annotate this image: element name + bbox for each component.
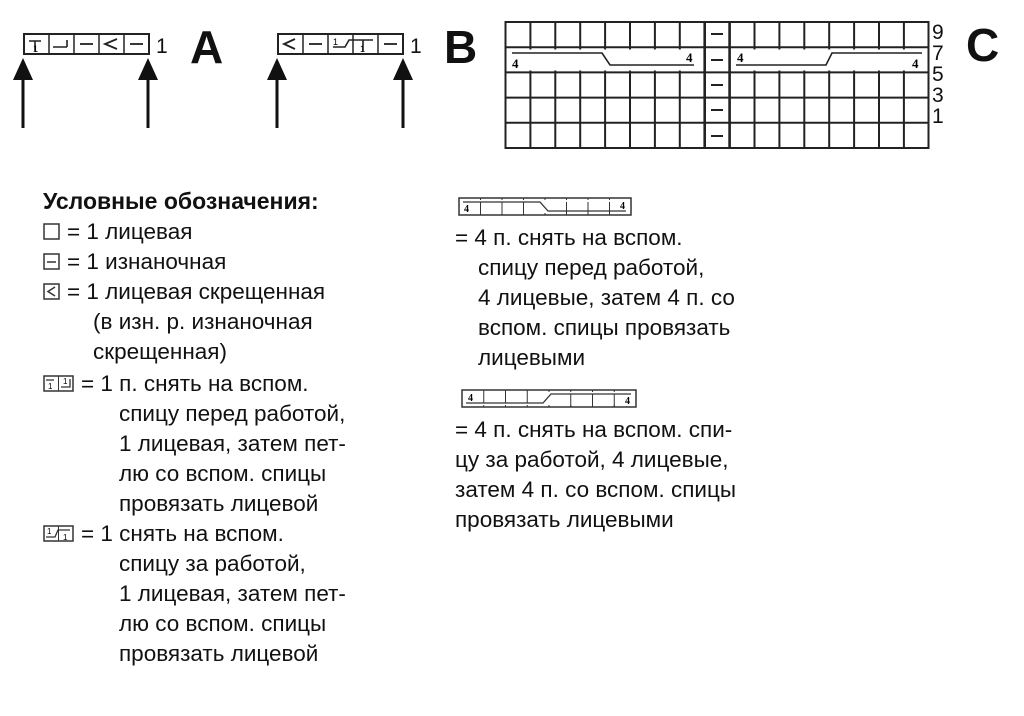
legend-text: провязать лицевыми (455, 507, 674, 532)
cross-left-icon (43, 525, 75, 543)
legend-text: провязать лицевой (119, 641, 319, 666)
legend-text: спицу за работой, (119, 551, 306, 576)
diagram-a (20, 21, 270, 128)
legend-item-cable-front (455, 197, 835, 373)
legend-text: = 1 снять на вспом. (81, 521, 284, 546)
row-number-9: 9 (932, 21, 944, 44)
svg-text:1: 1 (63, 533, 68, 542)
legend-text: спицу перед работой, (478, 255, 705, 280)
cross-right-icon (43, 375, 75, 393)
legend-item-cross-left (43, 519, 413, 669)
svg-text:4: 4 (737, 50, 744, 65)
legend-item-cable-back (455, 389, 835, 535)
svg-text:1: 1 (33, 44, 39, 54)
cable-back-icon (461, 389, 641, 409)
row-number-label: 1 (156, 35, 168, 58)
row-number-5: 5 (932, 63, 944, 86)
legend (43, 188, 413, 669)
svg-text:1: 1 (360, 44, 366, 54)
svg-text:1: 1 (48, 382, 53, 391)
svg-text:4: 4 (620, 201, 625, 212)
row-number-1: 1 (932, 105, 944, 128)
legend-text: 1 лицевая, затем пет- (119, 431, 346, 456)
svg-text:1: 1 (63, 377, 68, 386)
svg-text:4: 4 (912, 56, 919, 71)
legend-text: (в изн. р. изнаночная (93, 309, 313, 334)
legend-text: лю со вспом. спицы (119, 611, 327, 636)
diagram-b-chart (277, 33, 407, 57)
legend-item-knit (43, 217, 413, 247)
legend-text: = 1 лицевая скрещенная (67, 279, 326, 304)
diagram-label-c: C (966, 19, 1000, 71)
twisted-box-icon (43, 283, 61, 301)
row-numbers (932, 22, 952, 127)
legend-text: провязать лицевой (119, 491, 319, 516)
diagram-b (272, 21, 502, 128)
legend-text: = 4 п. снять на вспом. (455, 225, 683, 250)
legend-text: скрещенная) (93, 339, 227, 364)
legend-text: = 1 изнаночная (67, 249, 227, 274)
arrow-up-icon (138, 58, 158, 128)
diagram-a-chart (23, 33, 153, 57)
legend-cables (455, 197, 835, 535)
legend-text: = 1 п. снять на вспом. (81, 371, 309, 396)
diagram-c (504, 20, 1024, 155)
legend-text: спицу перед работой, (119, 401, 346, 426)
row-number-label: 1 (410, 35, 422, 58)
svg-text:4: 4 (686, 50, 693, 65)
legend-title: Условные обозначения: (43, 188, 319, 214)
svg-text:1: 1 (47, 527, 52, 536)
diagram-c-grid (504, 20, 934, 152)
legend-text: 4 лицевые, затем 4 п. со (478, 285, 735, 310)
legend-text: вспом. спицы провязать (478, 315, 731, 340)
diagram-label-a: A (190, 21, 224, 73)
svg-text:4: 4 (468, 393, 473, 404)
legend-text: 1 лицевая, затем пет- (119, 581, 346, 606)
legend-item-cross-right (43, 369, 413, 519)
row-number-3: 3 (932, 84, 944, 107)
svg-text:1: 1 (333, 37, 339, 47)
diagram-label-b: B (444, 21, 478, 73)
svg-text:4: 4 (512, 56, 519, 71)
legend-text: = 4 п. снять на вспом. спи- (455, 417, 733, 442)
row-number-7: 7 (932, 42, 944, 65)
arrow-up-icon (267, 58, 287, 128)
legend-text: лицевыми (478, 345, 586, 370)
legend-item-purl (43, 247, 413, 277)
purl-box-icon (43, 253, 61, 271)
svg-text:4: 4 (625, 396, 630, 407)
svg-text:4: 4 (464, 204, 469, 215)
arrow-up-icon (393, 58, 413, 128)
knit-box-icon (43, 223, 61, 241)
legend-text: затем 4 п. со вспом. спицы (455, 477, 737, 502)
legend-item-twisted (43, 277, 413, 367)
legend-text: лю со вспом. спицы (119, 461, 327, 486)
cable-front-icon (458, 197, 634, 217)
arrow-up-icon (13, 58, 33, 128)
legend-text: = 1 лицевая (67, 219, 193, 244)
legend-text: цу за работой, 4 лицевые, (455, 447, 729, 472)
